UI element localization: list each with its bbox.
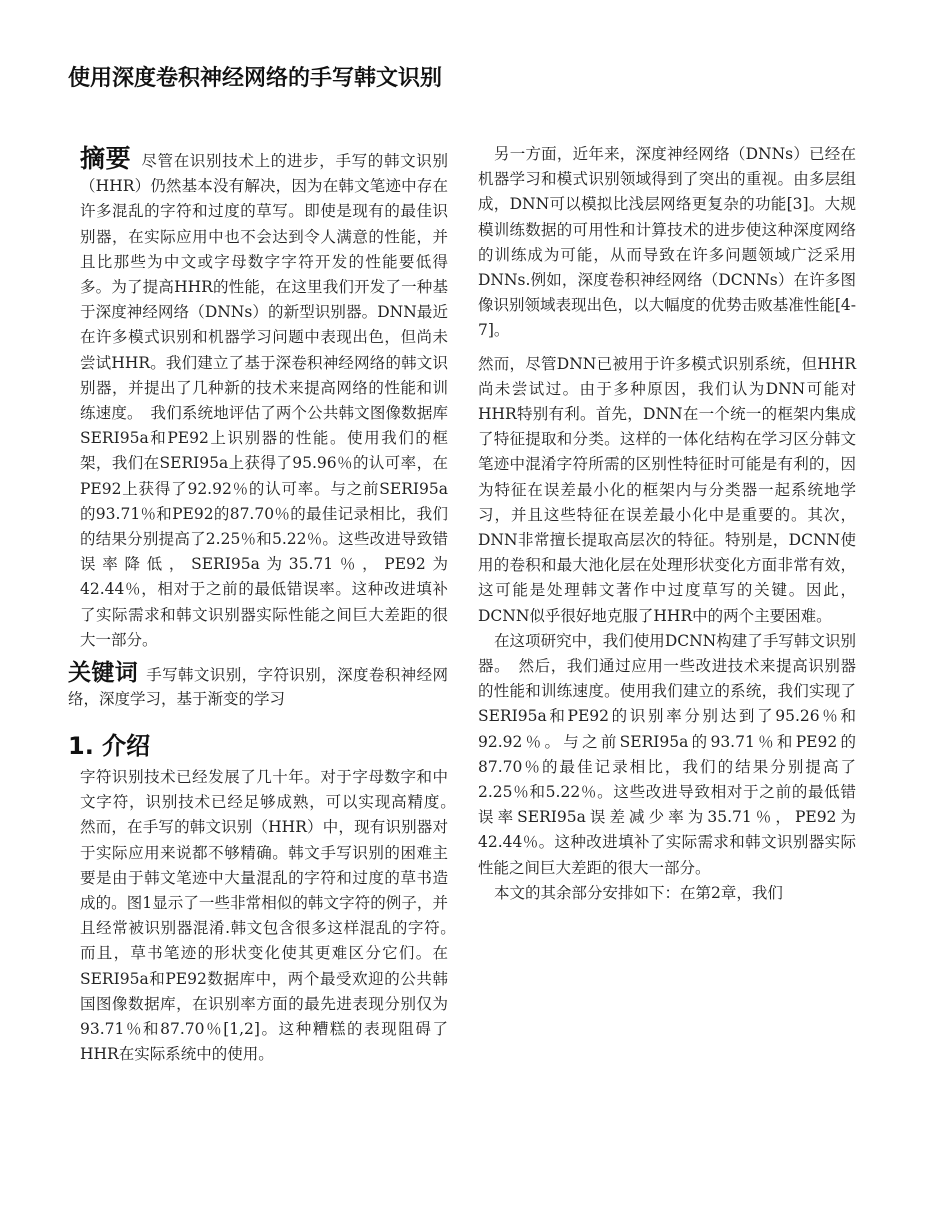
- right-column: [478, 142, 856, 906]
- abstract-heading: 摘要: [80, 144, 132, 173]
- intro-paragraph-2: 另一方面，近年来，深度神经网络（DNNs）已经在机器学习和模式识别领域得到了突出的重视。由多层组成，DNN可以模拟比浅层网络更复杂的功能[3]。大规模训练数据的可用性和计算技术的进步使这种深度网络的训练成为可能，从而导致在许多问题领域广泛采用DNNs.例如，深度卷积神经网络（DCNNs）在许多图像识别领域表现出色，以大幅度的优势击败基准性能[4-7]。: [478, 145, 856, 340]
- left-column: [68, 144, 464, 1068]
- abstract-paragraph: [80, 146, 448, 653]
- intro-paragraph-1: 字符识别技术已经发展了几十年。对于字母数字和中文字符，识别技术已经足够成熟，可以实现高精度。 然而，在手写的韩文识别（HHR）中，现有识别器对于实际应用来说都不够精确。韩文手写识别的困难主要是由于韩文笔迹中大量混乱的字符和过度的草书造成的。图1显示了一些非常相似的韩文字符的例子，并且经常被识别器混淆.韩文包含很多这样混乱的字符。 而且，草书笔迹的形状变化使其更难区分它们。在SERI95a和PE92数据库中，两个最受欢迎的公共韩国图像数据库，在识别率方面的最先进表现分别仅为93.71％和87.70％[1,2]。这种糟糕的表现阻碍了HHR在实际系统中的使用。: [80, 768, 464, 1064]
- intro-paragraph-4: 在这项研究中，我们使用DCNN构建了手写韩文识别器。 然后，我们通过应用一些改进技术来提高识别器的性能和训练速度。使用我们建立的系统，我们实现了SERI95a和PE92的识别率分别达到了95.26％和92.92％。与之前SERI95a的93.71％和PE92的87.70％的最佳记录相比，我们的结果分别提高了2.25％和5.22％。这些改进导致相对于之前的最低错误率SERI95a误差减少率为35.71％，PE92为42.44％。这种改进填补了实际需求和韩文识别器实际性能之间巨大差距的很大一部分。: [478, 631, 856, 877]
- section-heading-introduction: 1. 介绍: [68, 732, 151, 761]
- paper-title: 使用深度卷积神经网络的手写韩文识别: [68, 66, 443, 91]
- keywords-heading: 关键词: [68, 660, 139, 687]
- keywords-text: 手写韩文识别，字符识别，深度卷积神经网络，深度学习，基于渐变的学习: [68, 666, 448, 709]
- intro-paragraph-3: 然而，尽管DNN已被用于许多模式识别系统，但HHR尚未尝试过。由于多种原因，我们认为DNN可能对HHR特别有利。首先，DNN在一个统一的框架内集成了特征提取和分类。这样的一体化结构在学习区分韩文笔迹中混淆字符所需的区别性特征时可能是有利的，因为特征在误差最小化的框架内与分类器一起系统地学习，并且这些特征在误差最小化中是重要的。其次，DNN非常擅长提取高层次的特征。特别是，DCNN使用的卷积和最大池化层在处理形状变化方面非常有效，这可能是处理韩文著作中过度草写的关键。因此，DCNN似乎很好地克服了HHR中的两个主要困难。: [478, 354, 856, 625]
- intro-paragraph-5: 本文的其余部分安排如下：在第2章，我们: [494, 883, 783, 902]
- abstract-text: 尽管在识别技术上的进步，手写的韩文识别（HHR）仍然基本没有解决，因为在韩文笔迹中存在许多混乱的字符和过度的草写。即使是现有的最佳识别器，在实际应用中也不会达到令人满意的性能，并且比那些为中文或字母数字字符开发的性能要低得多。为了提高HHR的性能，在这里我们开发了一种基于深度神经网络（DNNs）的新型识别器。DNN最近在许多模式识别和机器学习问题中表现出色，但尚未尝试HHR。我们建立了基于深卷积神经网络的韩文识别器，并提出了几种新的技术来提高网络的性能和训练速度。 我们系统地评估了两个公共韩文图像数据库SERI95a和PE92上识别器的性能。使用我们的框架，我们在SERI95a上获得了95.96％的认可率，在PE92上获得了92.92％的认可率。与之前SERI95a的93.71％和PE92的87.70％的最佳记录相比，我们的结果分别提高了2.25％和5.22％。这些改进导致错误率降低，SERI95a为35.71％，PE92为42.44％，相对于之前的最低错误率。这种改进填补了实际需求和韩文识别器实际性能之间巨大差距的很大一部分。: [80, 152, 448, 649]
- keywords-paragraph: [68, 661, 448, 711]
